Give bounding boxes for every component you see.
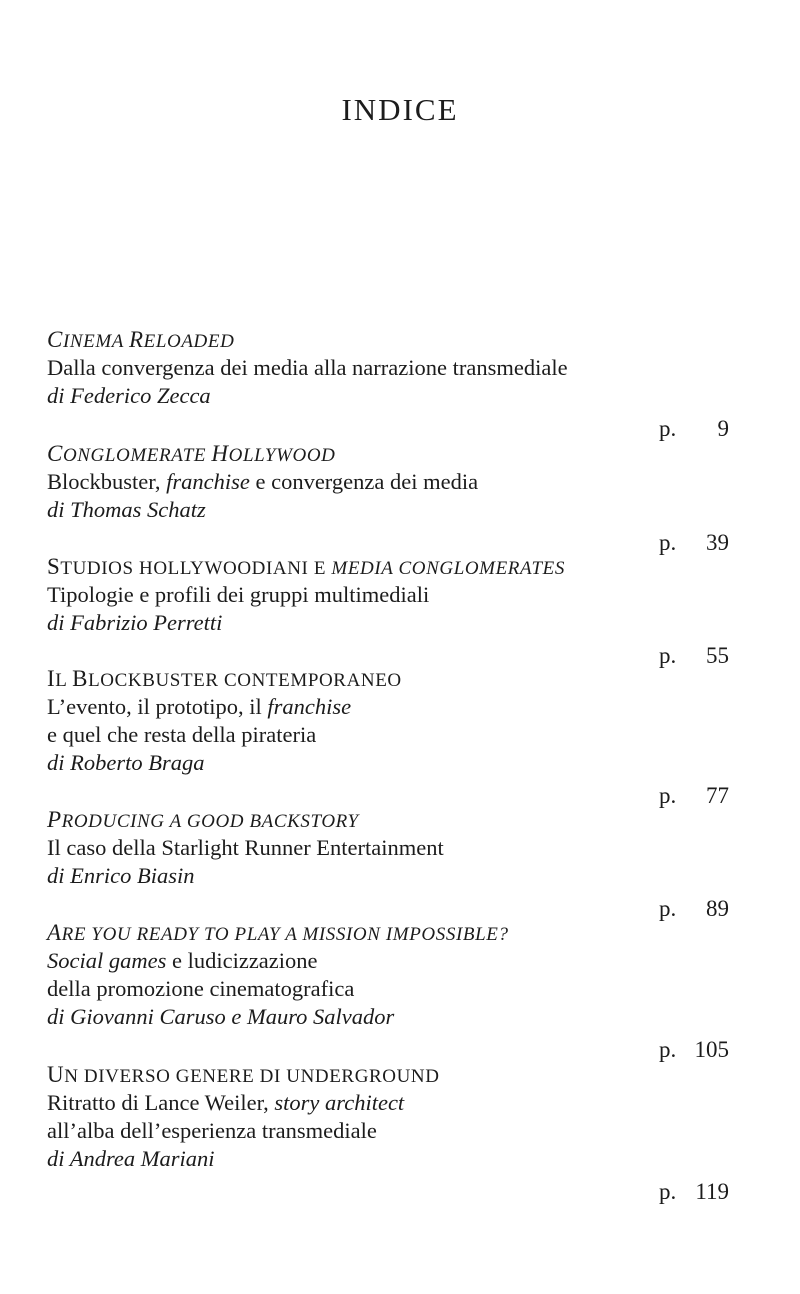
entry-subtitle: Blockbuster, franchise e convergenza dei media bbox=[47, 469, 479, 494]
toc-entry bbox=[47, 665, 737, 808]
entry-heading: PRODUCING A GOOD BACKSTORY bbox=[47, 807, 359, 832]
entry-author-row: di Roberto Braga p. 77 bbox=[47, 750, 729, 808]
entry-subtitle: Ritratto di Lance Weiler, story architect bbox=[47, 1090, 405, 1115]
entry-author: di Fabrizio Perretti bbox=[47, 610, 223, 635]
toc-entry bbox=[47, 326, 737, 441]
entry-author: di Giovanni Caruso e Mauro Salvador bbox=[47, 1004, 395, 1029]
entry-author: di Andrea Mariani bbox=[47, 1146, 215, 1171]
entry-heading: STUDIOS HOLLYWOODIANI E MEDIA CONGLOMERATES bbox=[47, 554, 565, 579]
entry-author: di Thomas Schatz bbox=[47, 497, 206, 522]
entry-subtitle-cont: e quel che resta della pirateria bbox=[47, 722, 317, 747]
toc-entry bbox=[47, 1061, 737, 1204]
entry-subtitle-cont: della promozione cinematografica bbox=[47, 976, 355, 1001]
entry-heading: CONGLOMERATE HOLLYWOOD bbox=[47, 441, 336, 466]
toc-entry bbox=[47, 806, 737, 921]
entry-author: di Federico Zecca bbox=[47, 383, 211, 408]
toc-entry bbox=[47, 553, 737, 668]
toc-entry bbox=[47, 919, 737, 1062]
entry-heading: IL BLOCKBUSTER CONTEMPORANEO bbox=[47, 666, 402, 691]
entry-author-row: di Fabrizio Perretti p. 55 bbox=[47, 610, 729, 668]
entry-subtitle: Il caso della Starlight Runner Entertainment bbox=[47, 835, 444, 860]
entry-subtitle: L’evento, il prototipo, il franchise bbox=[47, 694, 352, 719]
entry-subtitle: Social games e ludicizzazione bbox=[47, 948, 318, 973]
entry-author: di Roberto Braga bbox=[47, 750, 205, 775]
toc-entry bbox=[47, 440, 737, 555]
page-title: INDICE bbox=[341, 92, 459, 127]
entry-author: di Enrico Biasin bbox=[47, 863, 195, 888]
entry-subtitle: Dalla convergenza dei media alla narrazione transmediale bbox=[47, 355, 568, 380]
entry-author-row: di Enrico Biasin p. 89 bbox=[47, 863, 729, 921]
entry-subtitle: Tipologie e profili dei gruppi multimediali bbox=[47, 582, 430, 607]
entry-heading: ARE YOU READY TO PLAY A MISSION IMPOSSIBLE? bbox=[47, 920, 509, 945]
entry-heading: CINEMA RELOADED bbox=[47, 327, 235, 352]
entry-subtitle-cont: all’alba dell’esperienza transmediale bbox=[47, 1118, 377, 1143]
entry-author-row: di Thomas Schatz p. 39 bbox=[47, 497, 729, 555]
entry-author-row: di Giovanni Caruso e Mauro Salvador p. 105 bbox=[47, 1004, 729, 1062]
entry-heading: UN DIVERSO GENERE DI UNDERGROUND bbox=[47, 1062, 440, 1087]
entry-author-row: di Federico Zecca p. 9 bbox=[47, 383, 729, 441]
entry-author-row: di Andrea Mariani p. 119 bbox=[47, 1146, 729, 1204]
